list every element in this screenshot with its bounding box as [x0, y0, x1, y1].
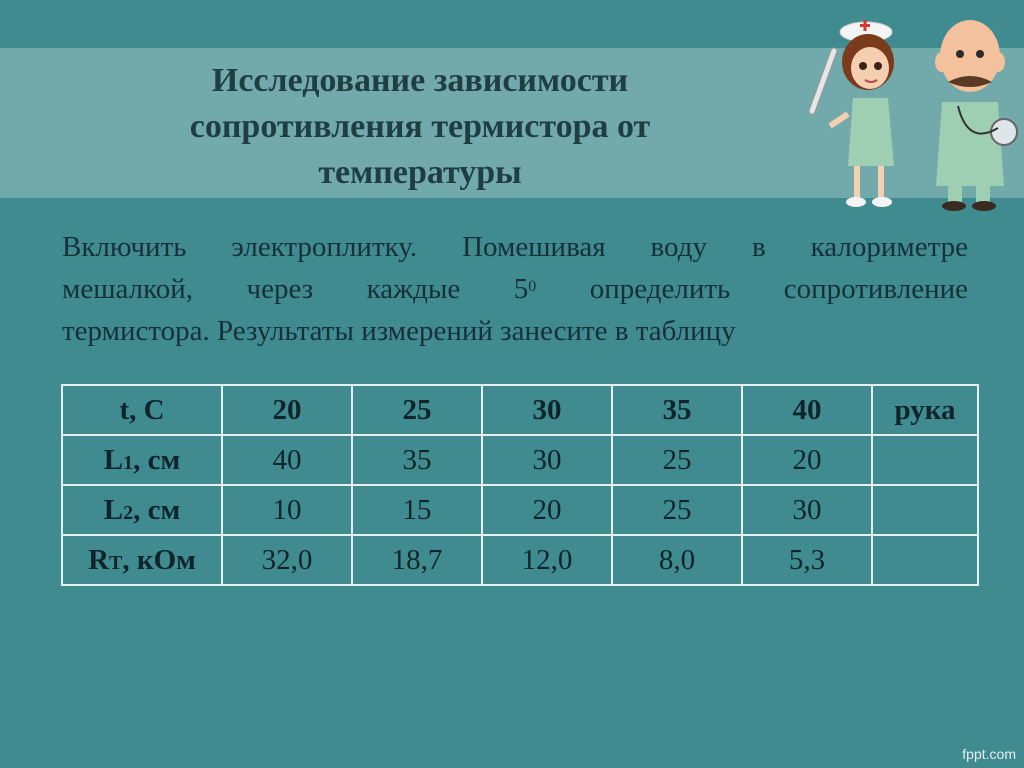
table-cell: 32,0: [222, 535, 352, 585]
table-row: [62, 485, 978, 535]
table-cell: 8,0: [612, 535, 742, 585]
row-label-main: L: [103, 493, 124, 526]
table-cell: 10: [222, 485, 352, 535]
table-cell: [872, 435, 978, 485]
header-cell: 40: [742, 385, 872, 435]
row-label-main: L: [103, 443, 124, 476]
instruction-line-2-end: определить сопротивление: [536, 273, 968, 305]
row-label-cell: [62, 535, 222, 585]
table-cell: 25: [612, 435, 742, 485]
table-header-row: [62, 385, 978, 435]
header-cell: рука: [872, 385, 978, 435]
watermark-text: fppt.com: [962, 746, 1016, 762]
instruction-line-1: Включить электроплитку. Помешивая воду в калориметре: [62, 231, 968, 263]
header-cell: 20: [222, 385, 352, 435]
table-cell: 30: [482, 435, 612, 485]
table-cell: 40: [222, 435, 352, 485]
row-label-cell: [62, 485, 222, 535]
table-row: [62, 535, 978, 585]
row-label-unit: , кОм: [122, 543, 196, 576]
table-cell: [872, 485, 978, 535]
slide-title: [120, 58, 720, 196]
nurse-figure: [808, 20, 894, 207]
table-cell: 20: [742, 435, 872, 485]
table-cell: 5,3: [742, 535, 872, 585]
row-label-main: R: [88, 543, 110, 576]
row-label-cell: [62, 435, 222, 485]
table-cell: 15: [352, 485, 482, 535]
table-row: [62, 435, 978, 485]
title-line-2: сопротивления термистора от: [189, 108, 651, 145]
header-cell: 35: [612, 385, 742, 435]
table-cell: 12,0: [482, 535, 612, 585]
nurse-and-doctor-illustration-icon: [808, 6, 1024, 216]
instruction-line-2-start: мешалкой, через каждые 5: [62, 273, 529, 305]
instruction-line-2: [62, 268, 968, 310]
table-cell: 20: [482, 485, 612, 535]
row-label-subscript: T: [109, 551, 123, 574]
title-line-1: Исследование зависимости: [211, 62, 629, 99]
row-label-subscript: 2: [123, 501, 134, 524]
table-cell: 18,7: [352, 535, 482, 585]
header-cell: 30: [482, 385, 612, 435]
instruction-line-3: термистора. Результаты измерений занесите в таблицу: [62, 315, 736, 347]
table-cell: [872, 535, 978, 585]
row-label-unit: , см: [133, 493, 181, 526]
table-cell: 35: [352, 435, 482, 485]
title-line-3: температуры: [318, 154, 522, 191]
degree-superscript: 0: [528, 278, 537, 295]
table-cell: 25: [612, 485, 742, 535]
header-cell: 25: [352, 385, 482, 435]
instruction-text: [62, 226, 968, 352]
doctor-figure: [935, 20, 1017, 211]
row-label-subscript: 1: [123, 451, 134, 474]
row-label-unit: , см: [133, 443, 181, 476]
table-cell: 30: [742, 485, 872, 535]
results-table: [61, 384, 979, 586]
header-label-cell: t, C: [62, 385, 222, 435]
